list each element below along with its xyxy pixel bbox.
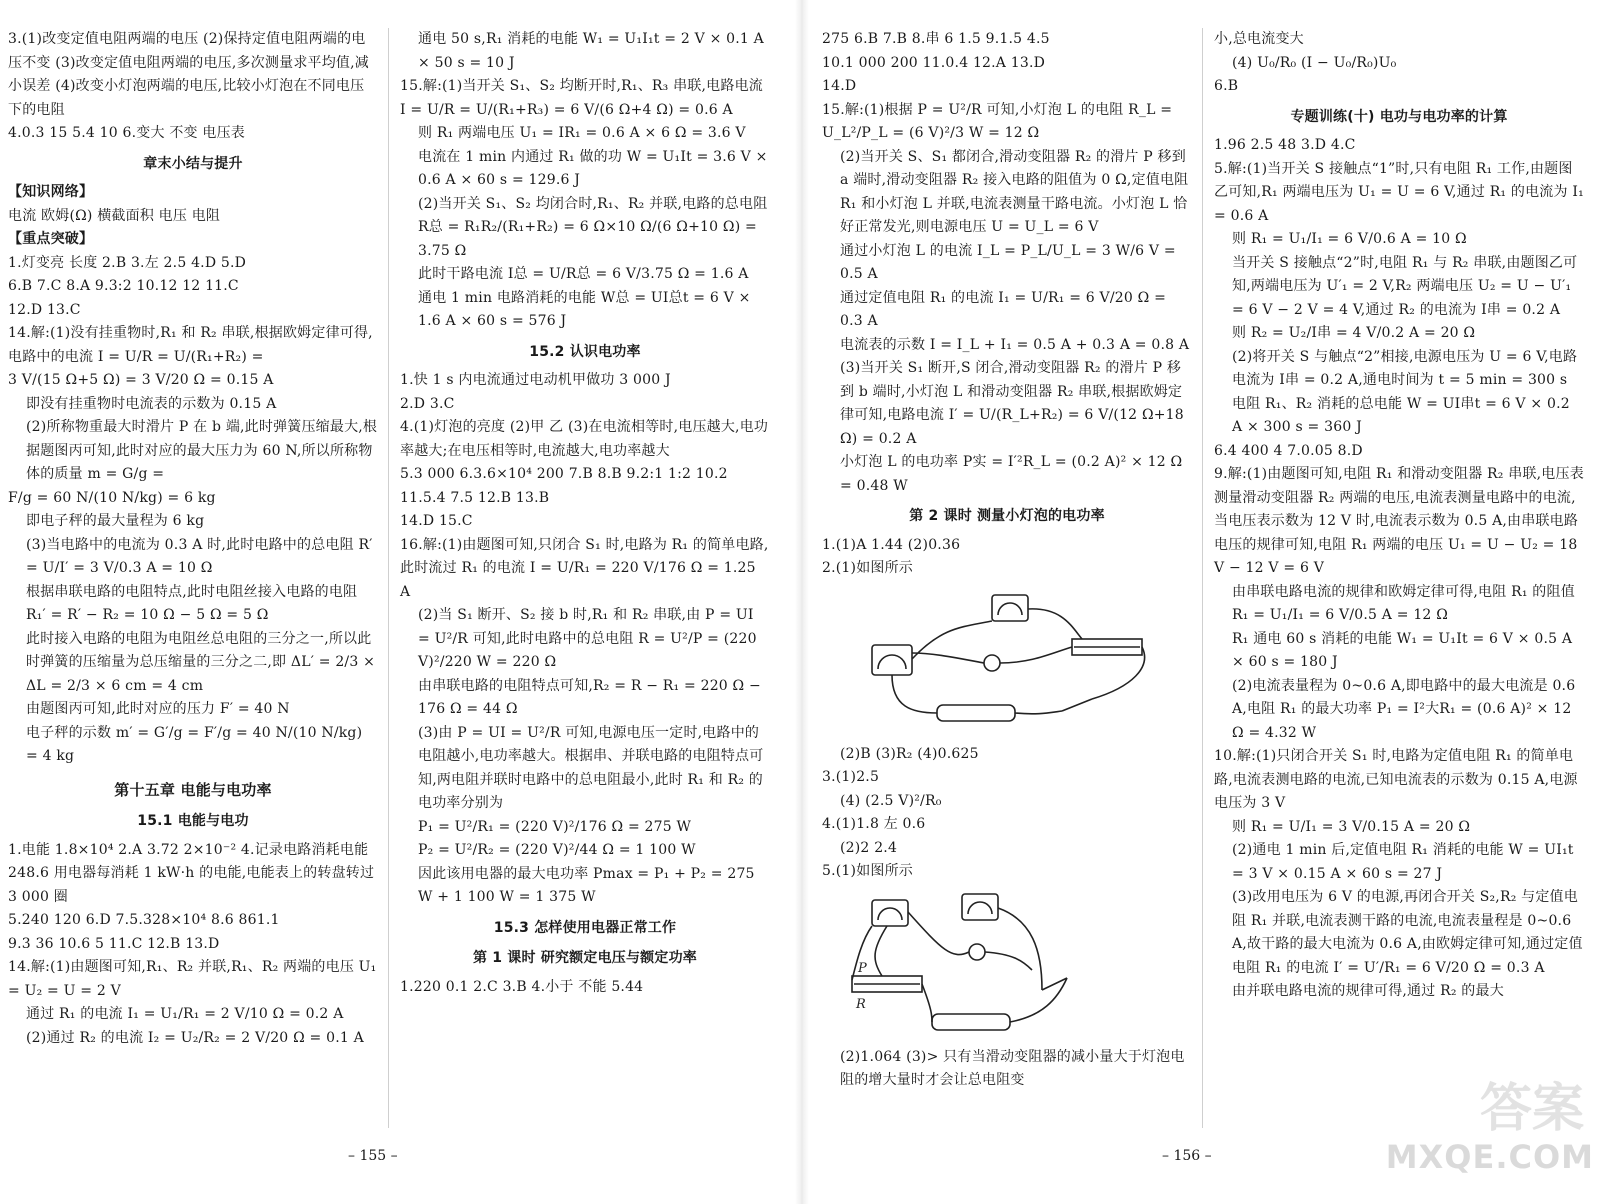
answer-line: 则 R₁ = U₁/I₁ = 6 V/0.6 A = 10 Ω	[1232, 231, 1467, 247]
answer-line: (3)当电路中的电流为 0.3 A 时,此时电路中的总电阻 R′ = U/I′ = 3 V/0.3 A = 10 Ω	[26, 536, 373, 576]
answer-line: (2)B (3)R₂ (4)0.625	[840, 745, 979, 762]
lamp-icon	[984, 655, 1000, 671]
page-number-left: – 155 –	[348, 1148, 398, 1164]
answer-line: P₂ = U²/R₂ = (220 V)²/44 Ω = 1 100 W	[418, 842, 696, 858]
answer-line: 15.解:(1)根据 P = U²/R 可知,小灯泡 L 的电阻 R_L = U_L²/P_L = (6 V)²/3 W = 12 Ω	[822, 101, 1173, 141]
answer-line: 3.(1)改变定值电阻两端的电压 (2)保持定值电阻两端的电压不变 (3)改变定值电阻两端的电压,多次测量求平均值,减小误差 (4)改变小灯泡两端的电压,比较小灯泡在不同电压下的电阻	[8, 31, 369, 118]
answer-line: 3 V/(15 Ω+5 Ω) = 3 V/20 Ω = 0.15 A	[8, 372, 274, 388]
answer-line: 则 R₁ = U/I₁ = 3 V/0.15 A = 20 Ω	[1232, 818, 1471, 835]
answer-line: 小灯泡 L 的电功率 P实 = I′²R_L = (0.2 A)² × 12 Ω = 0.48 W	[840, 454, 1183, 494]
answer-line: 则 R₂ = U₂/I串 = 4 V/0.2 A = 20 Ω	[1232, 325, 1476, 341]
answer-line: 6.4 400 4 7.0.05 8.D	[1214, 442, 1363, 459]
chapter-heading: 第十五章 电能与电功率	[114, 780, 272, 799]
answer-line: 5.3 000 6.3.6×10⁴ 200 7.B 8.B 9.2:1 1:2 10.2 11.5.4 7.5 12.B 13.B	[400, 466, 728, 506]
answer-line: 16.解:(1)由题图可知,只闭合 S₁ 时,电路为 R₁ 的简单电路,此时流过 R₁ 的电流 I = U/R₁ = 220 V/176 Ω = 1.25 A	[400, 536, 769, 600]
section-tag: 【重点突破】	[8, 231, 94, 247]
answer-line: 由题图丙可知,此时对应的压力 F′ = 40 N	[26, 701, 290, 717]
circuit-figure	[842, 890, 1172, 1040]
left-col-b	[400, 28, 770, 999]
answer-line: (2)2 2.4	[840, 839, 898, 856]
answer-line: 通过小灯泡 L 的电流 I_L = P_L/U_L = 3 W/6 V = 0.5 A	[840, 242, 1176, 282]
answer-line: (4) (2.5 V)²/R₀	[840, 792, 942, 809]
answer-line: (2)当开关 S、S₁ 都闭合,滑动变阻器 R₂ 的滑片 P 移到 a 端时,滑动变阻器 R₂ 接入电路的阻值为 0 Ω,定值电阻 R₁ 和小灯泡 L 并联,电流表测量干路电流。小灯泡 L 恰好正常发光,则电源电压 U = U_L = 6 V	[840, 148, 1189, 235]
answer-line: 电阻 R₁、R₂ 消耗的总电能 W = UI串t = 6 V × 0.2 A × 300 s = 360 J	[1232, 395, 1570, 435]
answer-line: 4.0.3 15 5.4 10 6.变大 不变 电压表	[8, 125, 245, 141]
svg-text:P: P	[858, 960, 867, 976]
answer-line: 1.96 2.5 48 3.D 4.C	[1214, 137, 1356, 153]
answer-line: 14.D 15.C	[400, 513, 473, 529]
answer-line: (2)通电 1 min 后,定值电阻 R₁ 消耗的电能 W = UI₁t = 3 V × 0.15 A × 60 s = 27 J	[1232, 842, 1574, 882]
answer-line: 此时干路电流 I总 = U/R总 = 6 V/3.75 Ω = 1.6 A	[418, 266, 749, 282]
right-col-b	[1214, 28, 1584, 1004]
answer-line: 由串联电路电流的规律和欧姆定律可得,电阻 R₁ 的阻值 R₁ = U₁/I₁ = 6 V/0.5 A = 12 Ω	[1232, 583, 1575, 623]
circuit-diagram-2	[842, 890, 1172, 1040]
answer-line: 5.(1)如图所示	[822, 863, 913, 879]
answer-line: 因此该用电器的最大电功率 Pmax = P₁ + P₂ = 275 W + 1 100 W = 1 375 W	[418, 865, 755, 905]
answer-line: 电流在 1 min 内通过 R₁ 做的功 W = U₁It = 3.6 V × 0.6 A × 60 s = 129.6 J	[418, 148, 768, 188]
battery-icon	[937, 705, 1015, 721]
section-heading: 第 1 课时 研究额定电压与额定功率	[473, 950, 697, 966]
answer-line: 15.解:(1)当开关 S₁、S₂ 均断开时,R₁、R₃ 串联,电路电流 I = U/R = U/(R₁+R₃) = 6 V/(6 Ω+4 Ω) = 0.6 A	[400, 78, 763, 118]
answer-line: 275 6.B 7.B 8.串 6 1.5 9.1.5 4.5	[822, 31, 1050, 47]
answer-line: (2)所称物重最大时滑片 P 在 b 端,此时弹簧压缩最大,根据题图丙可知,此时对应的最大压力为 60 N,所以所称物体的质量 m = G/g =	[26, 419, 378, 482]
answer-line: (2)将开关 S 与触点“2”相接,电源电压为 U = 6 V,电路电流为 I串 = 0.2 A,通电时间为 t = 5 min = 300 s	[1232, 348, 1578, 388]
answer-line: 电子秤的示数 m′ = G′/g = F′/g = 40 N/(10 N/kg) = 4 kg	[26, 724, 363, 764]
answer-line: 由并联电路电流的规律可得,通过 R₂ 的最大	[1232, 983, 1504, 999]
voltmeter-icon	[992, 595, 1028, 621]
section-heading: 15.1 电能与电功	[137, 813, 249, 829]
answer-line: 当开关 S 接触点“2”时,电阻 R₁ 与 R₂ 串联,由题图乙可知,两端电压为 U′₁ = 2 V,R₂ 两端电压 U₂ = U − U′₁ = 6 V − 2 V = 4 V,通过 R₂ 的电流为 I串 = 0.2 A	[1232, 254, 1578, 318]
section-heading: 专题训练(十) 电功与电功率的计算	[1290, 108, 1508, 125]
answer-line: (2)通过 R₂ 的电流 I₂ = U₂/R₂ = 2 V/20 Ω = 0.1 A	[26, 1029, 364, 1046]
answer-line: 5.240 120 6.D 7.5.328×10⁴ 8.6 861.1	[8, 912, 280, 928]
answer-line: 2.D 3.C	[400, 395, 455, 412]
book-gutter	[795, 0, 809, 1204]
answer-line: (2)1.064 (3)> 只有当滑动变阻器的减小量大于灯泡电阻的增大量时才会让总电阻变	[840, 1048, 1185, 1088]
section-heading: 第 2 课时 测量小灯泡的电功率	[909, 508, 1105, 524]
answer-line: 则 R₁ 两端电压 U₁ = IR₁ = 0.6 A × 6 Ω = 3.6 V	[418, 125, 746, 141]
answer-line: 4.(1)1.8 左 0.6	[822, 816, 926, 832]
answer-line: 1.灯变亮 长度 2.B 3.左 2.5 4.D 5.D	[8, 254, 247, 271]
answer-line: (2)当 S₁ 断开、S₂ 接 b 时,R₁ 和 R₂ 串联,由 P = UI = U²/R 可知,此时电路中的总电阻 R = U²/P = (220 V)²/220 W = 220 Ω	[418, 607, 757, 670]
answer-line: 电流 欧姆(Ω) 横截面积 电压 电阻	[8, 207, 221, 224]
right-col-a	[822, 28, 1192, 1093]
answer-line: 12.D 13.C	[8, 301, 81, 318]
answer-line: (4) U₀/R₀ (I − U₀/R₀)U₀	[1232, 54, 1397, 71]
lamp-icon	[969, 944, 985, 960]
ammeter-icon	[962, 894, 998, 920]
answer-line: 3.(1)2.5	[822, 769, 880, 785]
answer-line: 通电 50 s,R₁ 消耗的电能 W₁ = U₁I₁t = 2 V × 0.1 A × 50 s = 10 J	[418, 31, 764, 71]
right-page	[822, 10, 1592, 1170]
answer-line: 1.(1)A 1.44 (2)0.36	[822, 536, 961, 553]
watermark-site: MXQE.COM	[1385, 1138, 1594, 1176]
answer-line: R₁ 通电 60 s 消耗的电能 W₁ = U₁It = 6 V × 0.5 A × 60 s = 180 J	[1232, 630, 1573, 670]
answer-line: 9.解:(1)由题图可知,电阻 R₁ 和滑动变阻器 R₂ 串联,电压表测量滑动变阻器 R₂ 两端的电压,电流表测量电路中的电流,当电压表示数为 12 V 时,电流表示数为 0.5 A,由串联电路电压的规律可知,电阻 R₁ 两端的电压 U₁ = U − U₂ = 18 V − 12 V = 6 V	[1214, 466, 1584, 576]
answer-line: 1.快 1 s 内电流通过电动机甲做功 3 000 J	[400, 372, 671, 388]
answer-line: 此时接入电路的电阻为电阻丝总电阻的三分之一,所以此时弹簧的压缩量为总压缩量的三分之二,即 ΔL′ = 2/3 × ΔL = 2/3 × 6 cm = 4 cm	[26, 630, 376, 694]
answer-line: (2)电流表量程为 0~0.6 A,即电路中的最大电流是 0.6 A,电阻 R₁ 的最大功率 P₁ = I²大R₁ = (0.6 A)² × 12 Ω = 4.32 W	[1232, 677, 1576, 741]
section-heading: 15.3 怎样使用电器正常工作	[493, 919, 677, 936]
switch-icon	[1062, 699, 1092, 711]
section-heading: 15.2 认识电功率	[529, 343, 641, 360]
answer-line: (3)当开关 S₁ 断开,S 闭合,滑动变阻器 R₂ 的滑片 P 移到 b 端时,小灯泡 L 和滑动变阻器 R₂ 串联,根据欧姆定律可知,电路电流 I′ = U/(R_L+R₂) = 6 V/(12 Ω+18 Ω) = 0.2 A	[840, 360, 1184, 447]
left-col-a	[8, 28, 378, 1050]
answer-line: (3)由 P = UI = U²/R 可知,电源电压一定时,电路中的电阻越小,电功率越大。根据串、并联电路的电阻特点可知,两电阻并联时电路中的总电阻最小,此时 R₁ 和 R₂ 的电功率分别为	[418, 724, 764, 811]
circuit-figure	[842, 587, 1172, 737]
battery-icon	[932, 1014, 1010, 1030]
answer-line: 通过定值电阻 R₁ 的电流 I₁ = U/R₁ = 6 V/20 Ω = 0.3 A	[840, 289, 1167, 329]
section-heading: 章末小结与提升	[143, 155, 243, 172]
left-page	[8, 10, 778, 1170]
answer-line: 通电 1 min 电路消耗的电能 W总 = UI总t = 6 V × 1.6 A × 60 s = 576 J	[418, 289, 751, 329]
circuit-diagram-1	[842, 587, 1172, 737]
answer-line: 通过 R₁ 的电流 I₁ = U₁/R₁ = 2 V/10 Ω = 0.2 A	[26, 1006, 344, 1022]
answer-line: 10.1 000 200 11.0.4 12.A 13.D	[822, 54, 1046, 71]
answer-line: 即没有挂重物时电流表的示数为 0.15 A	[26, 395, 277, 412]
answer-line: 10.解:(1)只闭合开关 S₁ 时,电路为定值电阻 R₁ 的简单电路,电流表测电路的电流,已知电流表的示数为 0.15 A,电源电压为 3 V	[1214, 748, 1578, 811]
answer-line: 根据串联电路的电阻特点,此时电阻丝接入电路的电阻 R₁′ = R′ − R₂ = 10 Ω − 5 Ω = 5 Ω	[26, 583, 358, 623]
svg-text:R: R	[856, 996, 866, 1012]
answer-line: 电流表的示数 I = I_L + I₁ = 0.5 A + 0.3 A = 0.8 A	[840, 336, 1190, 353]
site-watermark	[1374, 1066, 1594, 1176]
section-tag: 【知识网络】	[8, 184, 94, 200]
answer-line: 5.解:(1)当开关 S 接触点“1”时,只有电阻 R₁ 工作,由题图乙可知,R₁ 两端电压为 U₁ = U = 6 V,通过 R₁ 的电流为 I₁ = 0.6 A	[1214, 160, 1584, 224]
answer-line: 即电子秤的最大量程为 6 kg	[26, 513, 205, 529]
answer-line: (2)当开关 S₁、S₂ 均闭合时,R₁、R₂ 并联,电路的总电阻 R总 = R₁R₂/(R₁+R₂) = 6 Ω×10 Ω/(6 Ω+10 Ω) = 3.75 Ω	[418, 195, 768, 259]
page-number-right: – 156 –	[1162, 1148, 1212, 1164]
answer-line: 9.3 36 10.6 5 11.C 12.B 13.D	[8, 935, 220, 952]
answer-line: F/g = 60 N/(10 N/kg) = 6 kg	[8, 489, 216, 506]
watermark-logo: 答案	[1479, 1079, 1584, 1139]
voltmeter-icon	[872, 900, 908, 926]
answer-line: 6.B	[1214, 78, 1239, 94]
answer-line: P₁ = U²/R₁ = (220 V)²/176 Ω = 275 W	[418, 818, 692, 835]
answer-line: (3)改用电压为 6 V 的电源,再闭合开关 S₂,R₂ 与定值电阻 R₁ 并联,电流表测干路的电流,电流表量程是 0~0.6 A,故干路的最大电流为 0.6 A,由欧姆定律可知,通过定值电阻 R₁ 的电流 I′ = U′/R₁ = 6 V/20 Ω = 0.3 A	[1232, 889, 1583, 976]
ammeter-icon	[872, 645, 912, 675]
answer-line: 1.220 0.1 2.C 3.B 4.小于 不能 5.44	[400, 978, 644, 995]
answer-line: 2.(1)如图所示	[822, 560, 913, 576]
column-divider	[388, 28, 389, 1128]
answer-line: 14.D	[822, 78, 857, 94]
answer-line: 1.电能 1.8×10⁴ 2.A 3.72 2×10⁻² 4.记录电路消耗电能 248.6 用电器每消耗 1 kW·h 的电能,电能表上的转盘转过 3 000 圈	[8, 841, 375, 905]
answer-line: 14.解:(1)没有挂重物时,R₁ 和 R₂ 串联,根据欧姆定律可得,电路中的电流 I = U/R = U/(R₁+R₂) =	[8, 325, 373, 365]
answer-line: 4.(1)灯泡的亮度 (2)甲 乙 (3)在电流相等时,电压越大,电功率越大;在电压相等时,电流越大,电功率越大	[400, 419, 769, 459]
answer-line: 6.B 7.C 8.A 9.3:2 10.12 12 11.C	[8, 278, 239, 294]
answer-line: 由串联电路的电阻特点可知,R₂ = R − R₁ = 220 Ω − 176 Ω = 44 Ω	[418, 677, 761, 717]
answer-line: 小,总电流变大	[1214, 31, 1304, 47]
column-divider	[1202, 28, 1203, 1128]
answer-line: 14.解:(1)由题图可知,R₁、R₂ 并联,R₁、R₂ 两端的电压 U₁ = U₂ = U = 2 V	[8, 959, 377, 999]
